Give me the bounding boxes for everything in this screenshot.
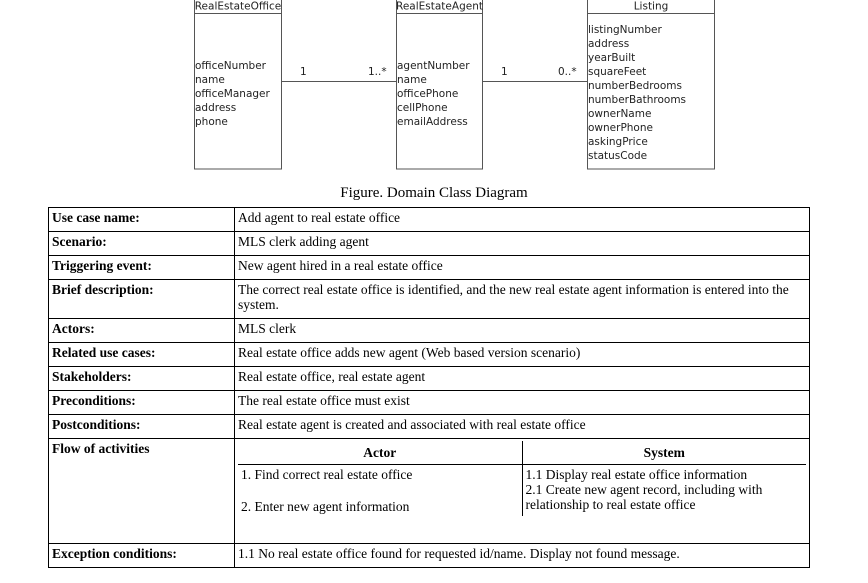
row-value: Real estate agent is created and associated with real estate office <box>235 415 810 439</box>
class-attribute: agentNumber <box>397 60 470 72</box>
row-value: Real estate office adds new agent (Web based version scenario) <box>235 343 810 367</box>
row-value: The real estate office must exist <box>235 391 810 415</box>
association-office-agent <box>282 66 397 82</box>
table-row <box>49 280 810 319</box>
class-attribute: ownerName <box>588 108 652 120</box>
system-column <box>522 441 807 516</box>
class-attribute: cellPhone <box>397 102 448 114</box>
association-agent-listing <box>483 66 588 82</box>
table-row <box>49 415 810 439</box>
row-value: The correct real estate office is identified, and the new real estate agent information is entered into the system. <box>235 280 810 319</box>
actor-column <box>238 441 522 516</box>
row-label: Stakeholders: <box>49 367 235 391</box>
table-row <box>49 544 810 568</box>
class-attribute: officeManager <box>195 88 270 100</box>
multiplicity-label: 1 <box>501 66 508 78</box>
table-row <box>49 208 810 232</box>
row-label: Use case name: <box>49 208 235 232</box>
class-name: RealEstateOffice <box>194 0 282 13</box>
flow-row <box>49 439 810 544</box>
row-value: Real estate office, real estate agent <box>235 367 810 391</box>
class-name: RealEstateAgent <box>396 0 483 13</box>
class-attribute: statusCode <box>588 150 648 162</box>
row-label: Preconditions: <box>49 391 235 415</box>
figure-caption: Figure. Domain Class Diagram <box>340 185 528 201</box>
row-label: Actors: <box>49 319 235 343</box>
class-real-estate-office <box>195 0 282 169</box>
multiplicity-label: 1..* <box>368 66 387 78</box>
class-attribute: phone <box>195 116 228 128</box>
class-attribute: askingPrice <box>588 136 648 148</box>
row-value: New agent hired in a real estate office <box>235 256 810 280</box>
class-attribute: officeNumber <box>195 60 266 72</box>
system-step: 1.1 Display real estate office information <box>525 467 748 482</box>
actor-step: 1. Find correct real estate office <box>241 467 413 482</box>
class-name: Listing <box>633 0 669 13</box>
system-step: 2.1 Create new agent record, including with relationship to real estate office <box>525 482 763 512</box>
multiplicity-label: 1 <box>300 66 307 78</box>
row-label: Scenario: <box>49 232 235 256</box>
class-attribute: name <box>195 74 225 86</box>
table-row <box>49 391 810 415</box>
class-attribute: listingNumber <box>588 24 662 36</box>
table-row <box>49 256 810 280</box>
use-case-table <box>48 207 810 568</box>
domain-class-diagram <box>0 0 868 185</box>
class-listing <box>588 0 715 169</box>
row-label: Brief description: <box>49 280 235 319</box>
row-label: Postconditions: <box>49 415 235 439</box>
flow-of-activities <box>235 439 810 544</box>
class-attribute: name <box>397 74 427 86</box>
class-attribute: numberBathrooms <box>588 94 687 106</box>
row-value: MLS clerk <box>235 319 810 343</box>
class-attribute: address <box>195 102 237 114</box>
multiplicity-label: 0..* <box>558 66 577 78</box>
row-label: Flow of activities <box>49 439 235 544</box>
system-header: System <box>523 441 807 465</box>
row-value: MLS clerk adding agent <box>235 232 810 256</box>
table-row <box>49 367 810 391</box>
class-attribute: ownerPhone <box>588 122 653 134</box>
row-label: Triggering event: <box>49 256 235 280</box>
table-row <box>49 232 810 256</box>
row-label: Exception conditions: <box>49 544 235 568</box>
actor-header: Actor <box>238 441 522 465</box>
class-attribute: numberBedrooms <box>588 80 682 92</box>
row-value: Add agent to real estate office <box>235 208 810 232</box>
class-real-estate-agent <box>396 0 483 169</box>
class-attribute: squareFeet <box>588 66 647 78</box>
table-row <box>49 319 810 343</box>
class-attribute: yearBuilt <box>588 52 636 64</box>
row-label: Related use cases: <box>49 343 235 367</box>
class-attribute: officePhone <box>397 88 459 100</box>
table-row <box>49 343 810 367</box>
class-attribute: emailAddress <box>397 116 468 128</box>
row-value: 1.1 No real estate office found for requested id/name. Display not found message. <box>235 544 810 568</box>
actor-step: 2. Enter new agent information <box>241 499 410 514</box>
class-attribute: address <box>588 38 630 50</box>
